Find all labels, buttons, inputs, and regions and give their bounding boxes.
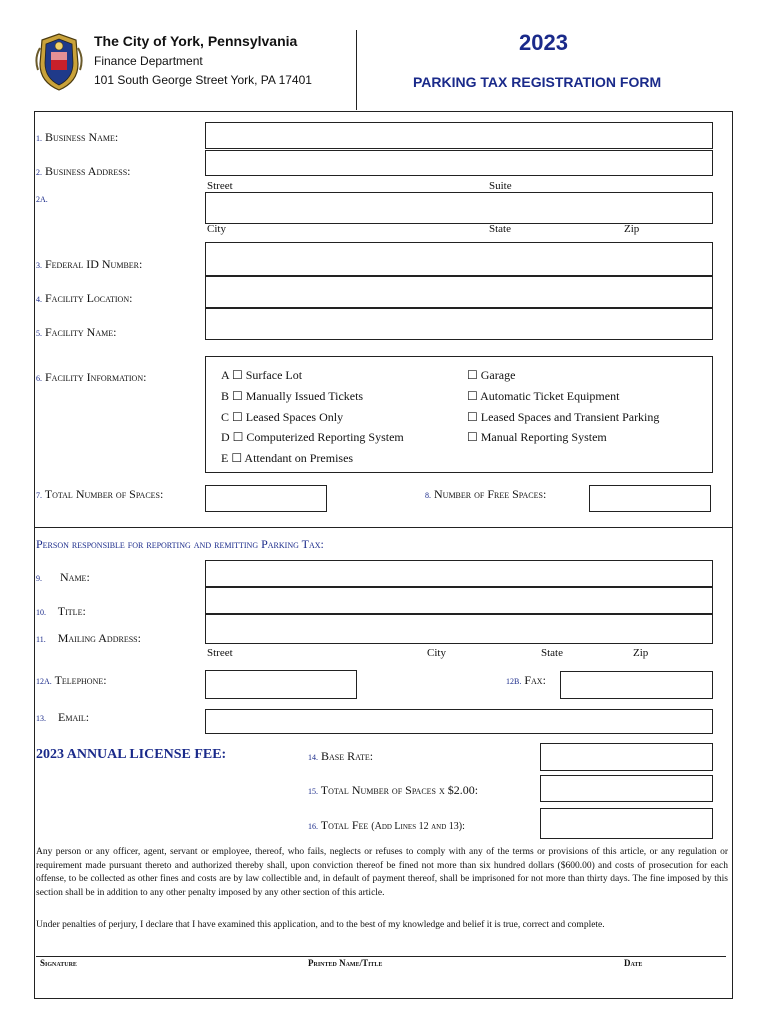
mailing-city-caption: City <box>427 647 446 659</box>
facility-info-label: 6. Facility Information: <box>36 370 147 384</box>
facility-location-label: 4. Facility Location: <box>36 291 133 305</box>
mailing-address-label: 11. Mailing Address: <box>36 631 141 645</box>
mailing-zip-caption: Zip <box>633 647 649 659</box>
form-year: 2023 <box>519 30 568 55</box>
telephone-label: 12A. Telephone: <box>36 673 107 687</box>
spaces-fee-field[interactable] <box>540 775 713 802</box>
free-spaces-label: 8. Number of Free Spaces: <box>425 487 547 501</box>
responsible-name-field[interactable] <box>205 560 713 587</box>
responsible-title-label: 10. Title: <box>36 604 86 618</box>
option-manual-reporting[interactable]: ☐ Manual Reporting System <box>467 430 607 444</box>
perjury-text: Under penalties of perjury, I declare that I have examined this application, and to the best of my knowledge and belief it is true, correct and complete. <box>36 920 605 930</box>
total-spaces-label: 7. Total Number of Spaces: <box>36 487 164 501</box>
option-computerized-reporting[interactable]: D ☐ Computerized Reporting System <box>221 430 404 444</box>
option-leased-only[interactable]: C ☐ Leased Spaces Only <box>221 410 344 424</box>
mailing-address-field[interactable] <box>205 614 713 644</box>
option-attendant[interactable]: E ☐ Attendant on Premises <box>221 451 354 465</box>
responsible-heading: Person responsible for reporting and remitting Parking Tax: <box>36 537 324 551</box>
license-fee-heading: 2023 ANNUAL LICENSE FEE: <box>36 747 227 762</box>
street-caption: Street <box>207 180 233 192</box>
city-state-zip-field[interactable] <box>205 192 713 224</box>
free-spaces-field[interactable] <box>589 485 711 512</box>
fax-label: 12B. Fax: <box>506 673 546 687</box>
printed-name-caption: Printed Name/Title <box>308 958 383 968</box>
city-name: The City of York, Pennsylvania <box>94 33 298 49</box>
email-field[interactable] <box>205 709 713 734</box>
facility-location-field[interactable] <box>205 276 713 308</box>
business-address-field[interactable] <box>205 150 713 176</box>
facility-name-label: 5. Facility Name: <box>36 325 117 339</box>
responsible-name-label: 9. Name: <box>36 570 90 584</box>
base-rate-field[interactable] <box>540 743 713 771</box>
email-label: 13. Email: <box>36 710 90 724</box>
total-spaces-field[interactable] <box>205 485 327 512</box>
base-rate-label: 14. Base Rate: <box>308 749 374 763</box>
option-garage[interactable]: ☐ Garage <box>467 368 516 382</box>
department-name: Finance Department <box>94 54 203 68</box>
mailing-street-caption: Street <box>207 647 233 659</box>
suite-caption: Suite <box>489 180 512 192</box>
option-automatic-equipment[interactable]: ☐ Automatic Ticket Equipment <box>467 389 620 403</box>
city-seal-logo <box>34 30 84 92</box>
section-divider <box>34 527 733 528</box>
city-caption: City <box>207 223 226 235</box>
penalty-text: Any person or any officer, agent, servant or employee, thereof, who fails, neglects or refuses to comply with any of the terms or provisions of this article, or any regulation or requirement made pursuant thereto and authorized thereby shall, upon conviction thereof be fined not more than six hundred dollars ($600.00) and costs of prosecution for each offense, to be collected as other fines and costs are by law collectible and, in default of payment thereof, shall be imprisoned for not more than thirty days. The fine imposed by this section shall be in addition to any other penalty imposed by any other section of this article. <box>36 847 728 898</box>
federal-id-field[interactable] <box>205 242 713 276</box>
mailing-state-caption: State <box>541 647 563 659</box>
total-fee-label: 16. Total Fee (Add Lines 12 and 13): <box>308 818 465 832</box>
option-surface-lot[interactable]: A ☐ Surface Lot <box>221 368 303 382</box>
address-2a-label: 2A. <box>36 195 48 204</box>
option-leased-transient[interactable]: ☐ Leased Spaces and Transient Parking <box>467 410 660 424</box>
header-divider <box>356 30 357 110</box>
total-fee-field[interactable] <box>540 808 713 839</box>
signature-caption: Signature <box>40 958 77 968</box>
option-manual-tickets[interactable]: B ☐ Manually Issued Tickets <box>221 389 364 403</box>
business-name-field[interactable] <box>205 122 713 149</box>
date-caption: Date <box>624 958 643 968</box>
business-address-label: 2. Business Address: <box>36 164 131 178</box>
facility-name-field[interactable] <box>205 308 713 340</box>
signature-line <box>36 956 726 957</box>
state-caption: State <box>489 223 511 235</box>
telephone-field[interactable] <box>205 670 357 699</box>
department-address: 101 South George Street York, PA 17401 <box>94 73 312 87</box>
business-name-label: 1. Business Name: <box>36 130 119 144</box>
federal-id-label: 3. Federal ID Number: <box>36 257 143 271</box>
zip-caption: Zip <box>624 223 640 235</box>
spaces-fee-label: 15. Total Number of Spaces x $2.00: <box>308 783 479 797</box>
responsible-title-field[interactable] <box>205 587 713 614</box>
form-title: PARKING TAX REGISTRATION FORM <box>413 74 662 90</box>
fax-field[interactable] <box>560 671 713 699</box>
